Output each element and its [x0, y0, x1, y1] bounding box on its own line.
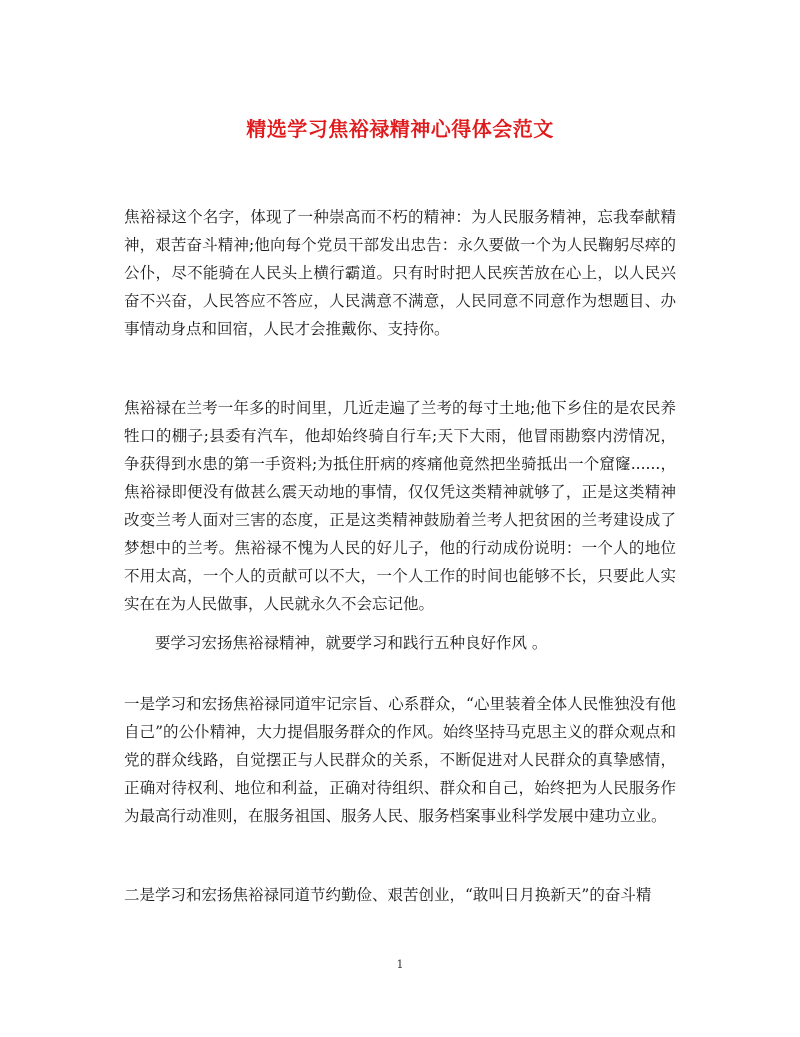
paragraph-3: 要学习宏扬焦裕禄精神，就要学习和践行五种良好作风 。 [155, 634, 548, 652]
document-title: 精选学习焦裕禄精神心得体会范文 [246, 117, 554, 141]
paragraph-5: 二是学习和宏扬焦裕禄同道节约勤俭、艰苦创业，“敢叫日月换新天”的奋斗精 [124, 886, 652, 904]
paragraph-2: 焦裕禄在兰考一年多的时间里，几近走遍了兰考的每寸土地;他下乡住的是农民养牲口的棚子;县委有汽车，他却始终骑自行车;天下大雨，他冒雨勘察内涝情况，争获得到水患的第一手资料;为抵住肝病的疼痛他竟然把坐骑抵出一个窟窿......，焦裕禄即便没有做甚么震天动地的事情，仅仅凭这类精神就够了，正是这类精神改变兰考人面对三害的态度，正是这类精神鼓励着兰考人把贫困的兰考建设成了梦想中的兰考。焦裕禄不愧为人民的好儿子，他的行动成份说明：一个人的地位不用太高，一个人的贡献可以不大，一个人工作的时间也能够不长，只要此人实实在在为人民做事，人民就永久不会忘记他。 [124, 399, 676, 613]
page-number: 1 [396, 958, 404, 971]
paragraph-4: 一是学习和宏扬焦裕禄同道牢记宗旨、心系群众，“心里装着全体人民惟独没有他自己”的公仆精神，大力提倡服务群众的作风。始终坚持马克思主义的群众观点和党的群众线路，自觉摆正与人民群众的关系，不断促进对人民群众的真挚感情，正确对待权利、地位和利益，正确对待组织、群众和自己，始终把为人民服务作为最高行动准则，在服务祖国、服务人民、服务档案事业科学发展中建功立业。 [124, 695, 676, 825]
paragraph-1: 焦裕禄这个名字，体现了一种崇高而不朽的精神：为人民服务精神，忘我奉献精神，艰苦奋斗精神;他向每个党员干部发出忠告：永久要做一个为人民鞠躬尽瘁的公仆，尽不能骑在人民头上横行霸道。只有时时把人民疾苦放在心上，以人民兴奋不兴奋，人民答应不答应，人民满意不满意，人民同意不同意作为想题目、办事情动身点和回宿，人民才会推戴你、支持你。 [124, 208, 676, 338]
